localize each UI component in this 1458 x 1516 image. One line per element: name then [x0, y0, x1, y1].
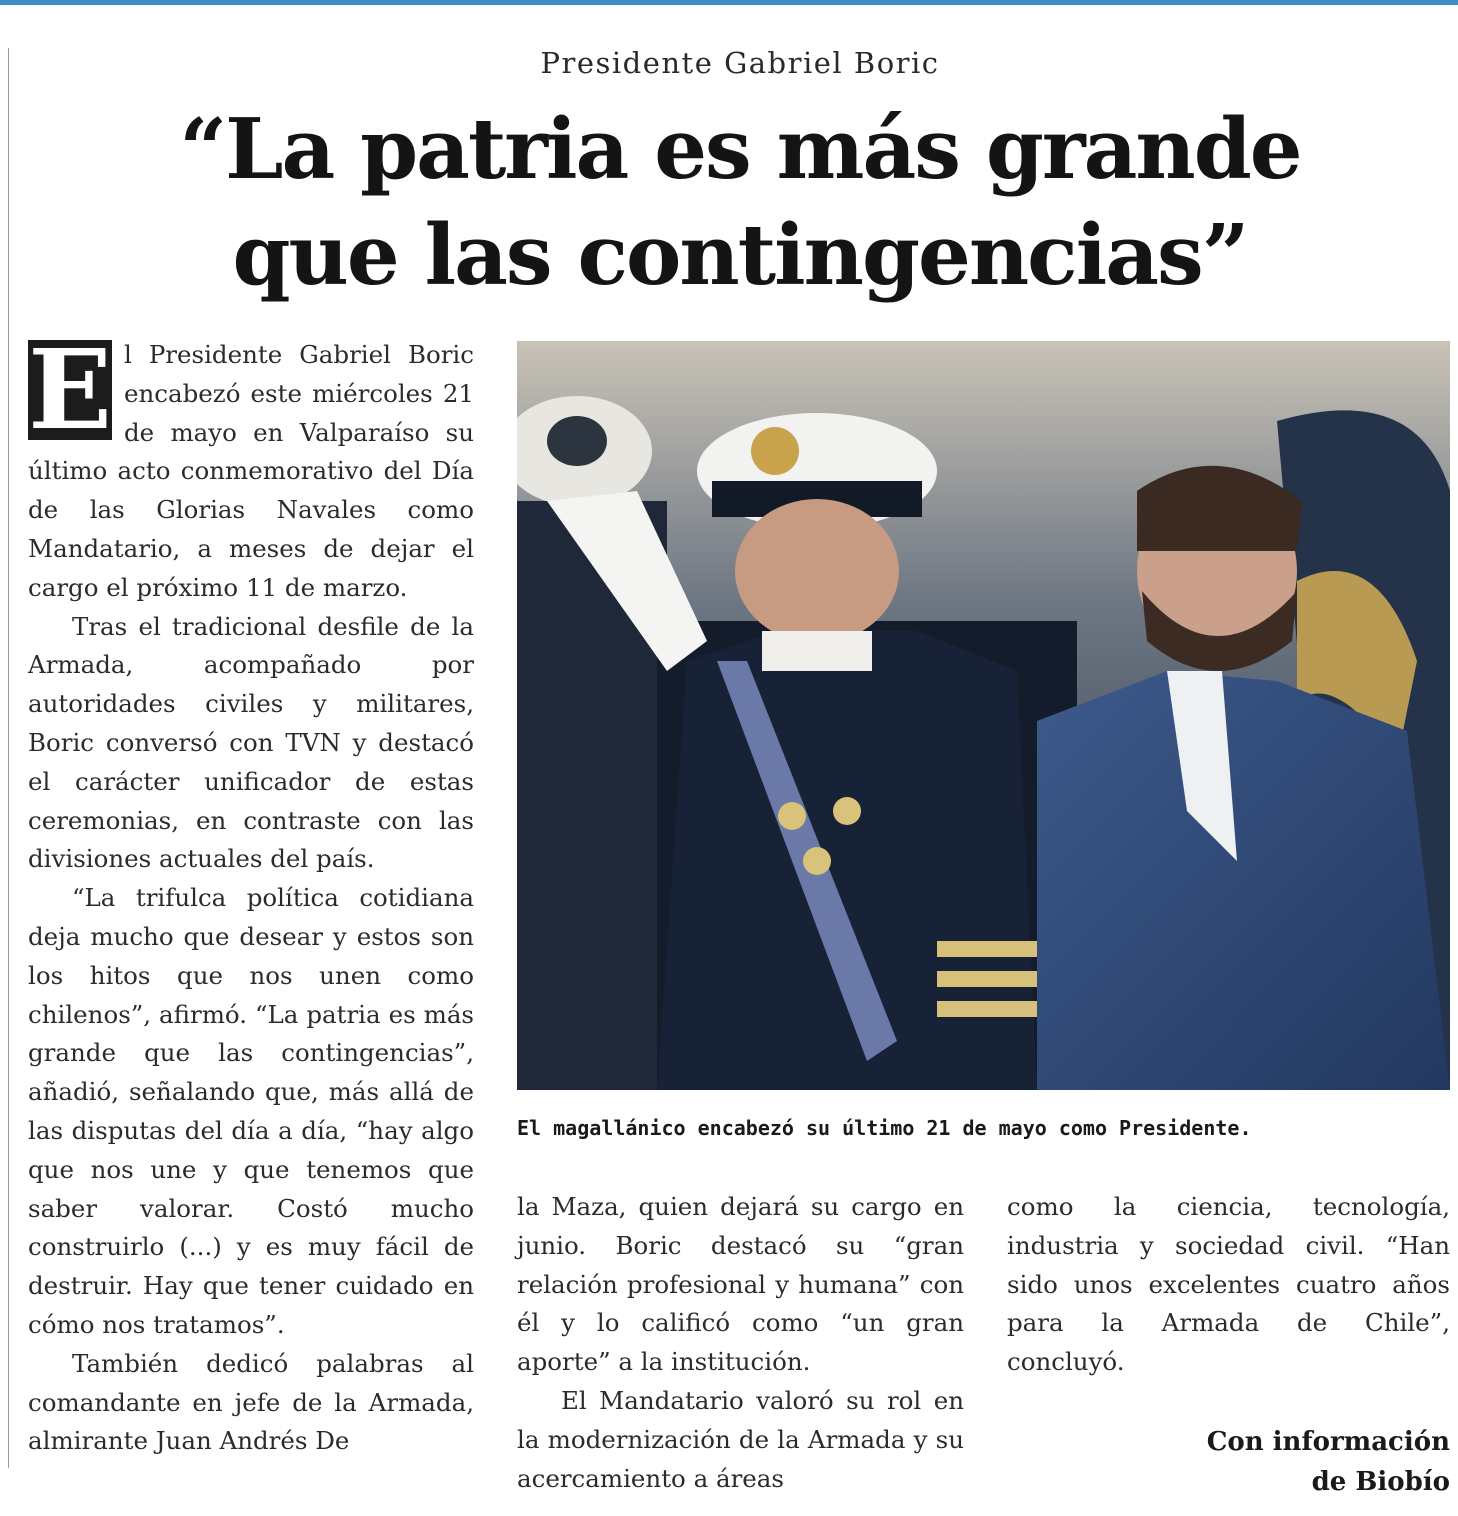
article-kicker: Presidente Gabriel Boric [540, 46, 940, 80]
article-column-1 [28, 336, 474, 1461]
headline-line-1: “La patria es más grande [179, 100, 1301, 198]
photo-caption: El magallánico encabezó su último 21 de mayo como Presidente. [517, 1116, 1252, 1140]
top-accent-rule [0, 0, 1458, 5]
headline-line-2: que las contingencias” [232, 206, 1248, 304]
paragraph: Tras el tradicional desfile de la Armada, acompañado por autoridades civiles y militares, Boric conversó con TVN y destacó el carácter unificador de estas ceremonias, en contraste con las divisiones actuales del país. [28, 611, 474, 874]
credit-line-1: Con información [1206, 1427, 1450, 1457]
article-photo [517, 341, 1450, 1090]
paragraph: como la ciencia, tecnología, industria y sociedad civil. “Han sido unos excelentes cuatro años para la Armada de Chile”, concluyó. [1007, 1192, 1450, 1377]
paragraph-lead [28, 336, 474, 608]
article-column-3 [1007, 1188, 1450, 1382]
source-credit [1100, 1422, 1450, 1502]
paragraph: El Mandatario valoró su rol en la modernización de la Armada y su acercamiento a áreas [517, 1385, 964, 1493]
paragraph: “La trifulca política cotidiana deja mucho que desear y estos son los hitos que nos unen como chilenos”, afirmó. “La patria es más grande que las contingencias”, añadió, señalando que, más allá de las disputas del día a día, “hay algo que nos une y que tenemos que saber valorar. Costó mucho construirlo (...) y es muy fácil de destruir. Hay que tener cuidado en cómo nos tratamos”. [28, 883, 474, 1339]
paragraph: También dedicó palabras al comandante en jefe de la Armada, almirante Juan Andrés De [28, 1348, 474, 1456]
article-column-2 [517, 1188, 964, 1498]
credit-line-2: de Biobío [1311, 1467, 1450, 1497]
drop-cap: E [28, 340, 112, 440]
photo-illustration [517, 341, 1450, 1090]
article-headline [0, 96, 1458, 308]
paragraph: la Maza, quien dejará su cargo en junio. Boric destacó su “gran relación profesional y humana” con él y lo calificó como “un gran aporte” a la institución. [517, 1192, 964, 1377]
paragraph-lead-text: l Presidente Gabriel Boric encabezó este miércoles 21 de mayo en Valparaíso su último acto conmemorativo del Día de las Glorias Navales como Mandatario, a meses de dejar el cargo el próximo 11 de marzo. [28, 340, 474, 602]
